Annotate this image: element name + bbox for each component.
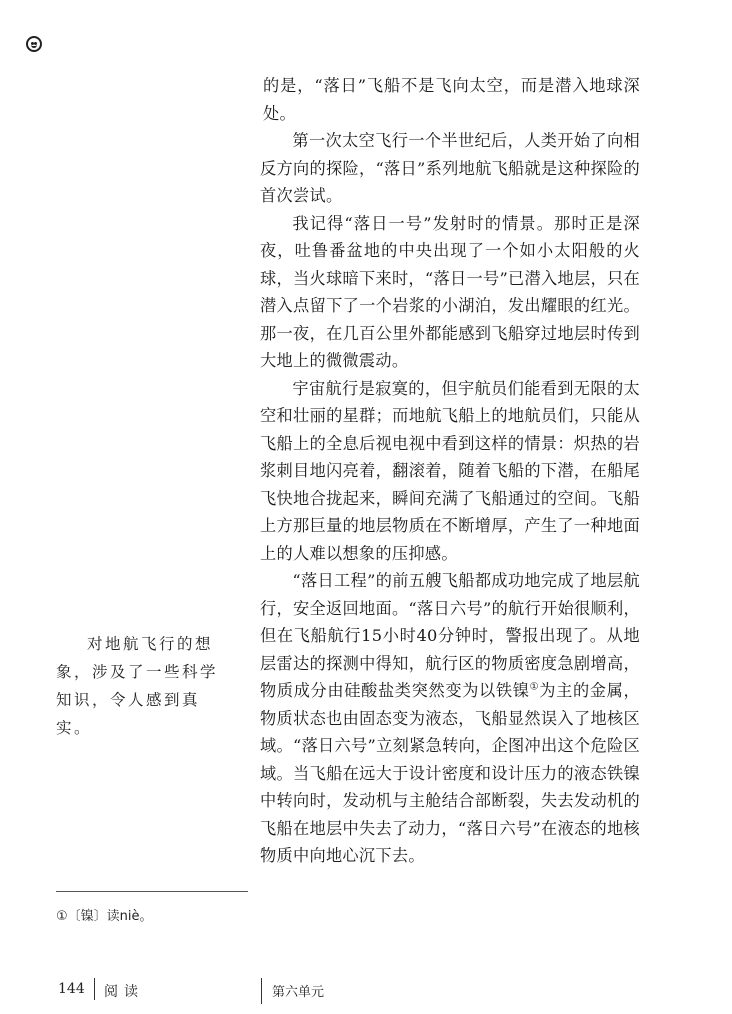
page-number: 144	[58, 981, 85, 997]
footnote: ①〔镍〕读niè。	[56, 909, 153, 924]
footer-divider	[94, 978, 95, 1000]
publisher-logo-icon	[26, 36, 42, 52]
footnote-divider	[56, 891, 248, 892]
paragraph-part: 为主的金属，物质状态也由固态变为液态，飞船显然误入了地核区域。“落日六号”立刻紧急转向，企图冲出这个危险区域。当飞船在远大于设计密度和设计压力的液态铁镍中转向时，发动机与主舱结合部断裂，失去发动机的飞船在地层中失去了动力，“落日六号”在液态的地核物质中向地心沉下去。	[260, 681, 640, 865]
side-annotation	[56, 630, 224, 742]
paragraph: 宇宙航行是寂寞的，但宇航员们能看到无限的太空和壮丽的星群；而地航飞船上的地航员们，只能从飞船上的全息后视电视中看到这样的情景：炽热的岩浆刺目地闪亮着，翻滚着，随着飞船的下潜，在船尾飞快地合拢起来，瞬间充满了飞船通过的空间。飞船上方那巨量的地层物质在不断增厚，产生了一种地面上的人难以想象的压抑感。	[260, 378, 640, 563]
paragraph	[260, 567, 640, 870]
paragraph: 我记得“落日一号”发射时的情景。那时正是深夜，吐鲁番盆地的中央出现了一个如小太阳般的火球，当火球暗下来时，“落日一号”已潜入地层，只在潜入点留下了一个岩浆的小湖泊，发出耀眼的红光。那一夜，在几百公里外都能感到飞船穿过地层时传到大地上的微微震动。	[260, 213, 640, 370]
main-text-column	[260, 72, 640, 870]
footer-section-label: 阅读	[104, 984, 144, 1000]
paragraph: 的是，“落日”飞船不是飞向太空，而是潜入地球深处。	[263, 76, 640, 123]
footer-divider	[261, 978, 262, 1004]
side-annotation-text: 对地航飞行的想象，涉及了一些科学知识，令人感到真实。	[56, 635, 219, 737]
footer-unit-label: 第六单元	[272, 985, 325, 1000]
paragraph-part: “落日工程”的前五艘飞船都成功地完成了地层航行，安全返回地面。“落日六号”的航行开始很顺利，但在飞船航行15小时40分钟时，警报出现了。从地层雷达的探测中得知，航行区的物质密度急剧增高，物质成分由硅酸盐类突然变为以铁镍	[260, 571, 640, 700]
footnote-marker[interactable]: ①	[529, 681, 540, 693]
paragraph: 第一次太空飞行一个半世纪后，人类开始了向相反方向的探险，“落日”系列地航飞船就是这种探险的首次尝试。	[260, 131, 640, 205]
